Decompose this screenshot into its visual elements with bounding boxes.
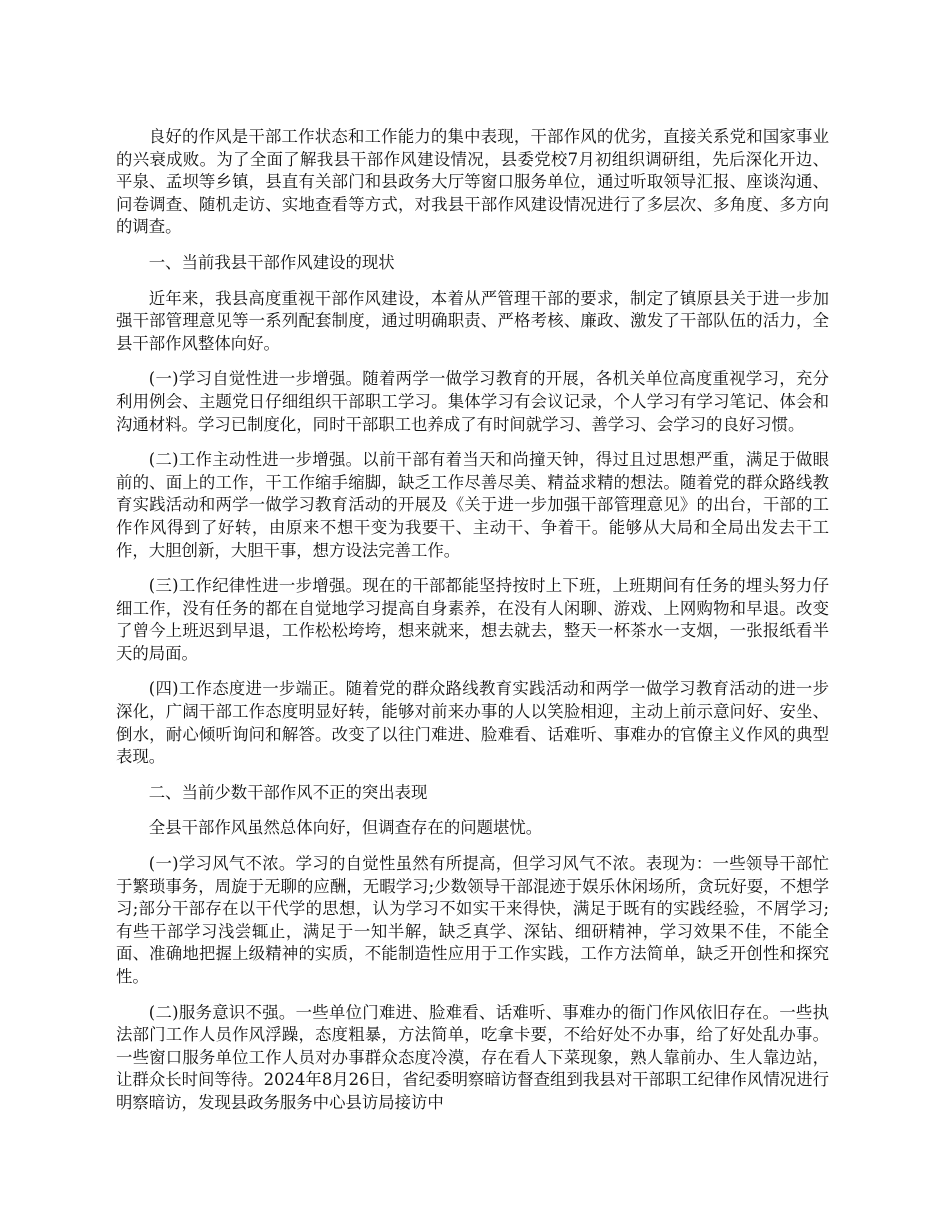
section-2-intro-paragraph: 全县干部作风虽然总体向好，但调查存在的问题堪忧。 [148, 818, 543, 838]
section-1-item-1-paragraph: (一)学习自觉性进一步增强。随着两学一做学习教育的开展，各机关单位高度重视学习，充分利用例会、主题党日仔细组织干部职工学习。集体学习有会议记录，个人学习有学习笔记、体会和沟通材料。学习已制度化，同时干部职工也养成了有时间就学习、善学习、会学习的良好习惯。 [116, 369, 829, 434]
section-heading-2: 二、当前少数干部作风不正的突出表现 [148, 782, 428, 802]
section-2-item-1-paragraph: (一)学习风气不浓。学习的自觉性虽然有所提高，但学习风气不浓。表现为：一些领导干部忙于繁琐事务，周旋于无聊的应酬，无暇学习;少数领导干部混迹于娱乐休闲场所，贪玩好耍，不想学习;部分干部存在以干代学的思想，认为学习不如实干来得快，满足于既有的实践经验，不屑学习;有些干部学习浅尝辄止，满足于一知半解，缺乏真学、深钻、细研精神，学习效果不佳，不能全面、准确地把握上级精神的实质，不能制造性应用于工作实践，工作方法简单，缺乏开创性和探究性。 [116, 854, 829, 986]
section-1-item-4-paragraph: (四)工作态度进一步端正。随着党的群众路线教育实践活动和两学一做学习教育活动的进一步深化，广阔干部工作态度明显好转，能够对前来办事的人以笑脸相迎，主动上前示意问好、安坐、倒水，耐心倾听询问和解答。改变了以往门难进、脸难看、话难听、事难办的官僚主义作风的典型表现。 [116, 679, 829, 767]
section-1-intro-paragraph: 近年来，我县高度重视干部作风建设，本着从严管理干部的要求，制定了镇原县关于进一步加强干部管理意见等一系列配套制度，通过明确职责、严格考核、廉政、激发了干部队伍的活力，全县干部作风整体向好。 [116, 288, 829, 353]
section-1-item-2-paragraph: (二)工作主动性进一步增强。以前干部有着当天和尚撞天钟，得过且过思想严重，满足于做眼前的、面上的工作，干工作缩手缩脚，缺乏工作尽善尽美、精益求精的想法。随着党的群众路线教育实践活动和两学一做学习教育活动的开展及《关于进一步加强干部管理意见》的出台，干部的工作作风得到了好转，由原来不想干变为我要干、主动干、争着干。能够从大局和全局出发去干工作，大胆创新，大胆干事，想方设法完善工作。 [116, 450, 829, 560]
section-2-item-2-paragraph: (二)服务意识不强。一些单位门难进、脸难看、话难听、事难办的衙门作风依旧存在。一些执法部门工作人员作风浮躁，态度粗暴，方法简单，吃拿卡要，不给好处不办事，给了好处乱办事。一些窗口服务单位工作人员对办事群众态度冷漠，存在看人下菜现象，熟人靠前办、生人靠边站，让群众长时间等待。2024年8月26日，省纪委明察暗访督查组到我县对干部职工纪律作风情况进行明察暗访，发现县政务服务中心县访局接访中 [116, 1002, 829, 1112]
section-1-item-3-paragraph: (三)工作纪律性进一步增强。现在的干部都能坚持按时上下班，上班期间有任务的埋头努力仔细工作，没有任务的都在自觉地学习提高自身素养，在没有人闲聊、游戏、上网购物和早退。改变了曾今上班迟到早退，工作松松垮垮，想来就来，想去就去，整天一杯茶水一支烟，一张报纸看半天的局面。 [116, 576, 829, 663]
section-heading-1: 一、当前我县干部作风建设的现状 [148, 252, 395, 272]
document-body [116, 126, 829, 1128]
intro-paragraph: 良好的作风是干部工作状态和工作能力的集中表现，干部作风的优劣，直接关系党和国家事业的兴衰成败。为了全面了解我县干部作风建设情况，县委党校7月初组织调研组，先后深化开边、平泉、孟坝等乡镇，县直有关部门和县政务大厅等窗口服务单位，通过听取领导汇报、座谈沟通、问卷调查、随机走访、实地查看等方式，对我县干部作风建设情况进行了多层次、多角度、多方向的调查。 [116, 127, 829, 237]
